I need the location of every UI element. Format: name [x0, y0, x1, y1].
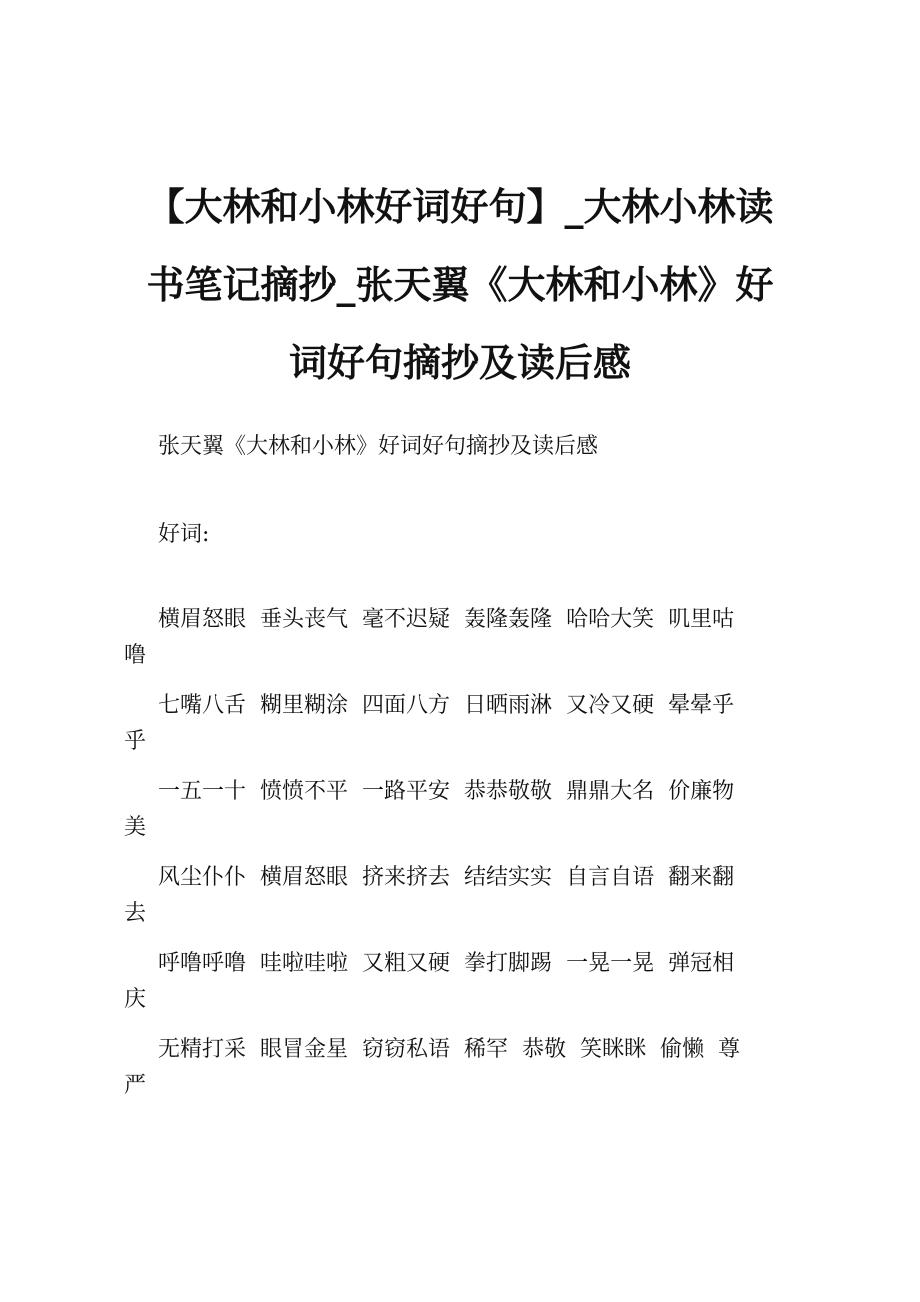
section-subtitle: 张天翼《大林和小林》好词好句摘抄及读后感 — [158, 434, 599, 459]
word-row-wrap: 严 — [124, 1073, 147, 1098]
word-row-wrap: 庆 — [124, 987, 147, 1012]
word-term: 一晃一晃 — [566, 951, 655, 976]
word-term: 稀罕 — [464, 1037, 509, 1062]
word-term: 风尘仆仆 — [158, 865, 247, 890]
word-term: 眼冒金星 — [260, 1037, 349, 1062]
word-term: 日晒雨淋 — [464, 693, 553, 718]
word-row — [124, 605, 814, 691]
word-term: 窃窃私语 — [362, 1037, 451, 1062]
word-term: 又粗又硬 — [362, 951, 451, 976]
word-term: 翻来翻 — [668, 865, 735, 890]
word-row-line — [124, 1035, 814, 1065]
title-line: 书笔记摘抄_张天翼《大林和小林》好 — [146, 263, 774, 307]
word-term: 横眉怒眼 — [158, 607, 247, 632]
word-term: 又冷又硬 — [566, 693, 655, 718]
word-term: 七嘴八舌 — [158, 693, 247, 718]
word-term: 偷懒 — [660, 1037, 705, 1062]
good-words-list — [124, 605, 814, 1121]
word-row-line — [124, 691, 814, 721]
word-term: 价廉物 — [668, 779, 735, 804]
word-term: 挤来挤去 — [362, 865, 451, 890]
word-row-line — [124, 863, 814, 893]
word-row-wrap: 美 — [124, 815, 147, 840]
word-term: 鼎鼎大名 — [566, 779, 655, 804]
word-row — [124, 863, 814, 949]
word-row-wrap: 噜 — [124, 643, 147, 668]
word-term: 哇啦哇啦 — [260, 951, 349, 976]
word-row — [124, 949, 814, 1035]
word-term: 恭敬 — [522, 1037, 567, 1062]
word-term: 愤愤不平 — [260, 779, 349, 804]
word-term: 尊 — [718, 1037, 741, 1062]
word-term: 四面八方 — [362, 693, 451, 718]
word-term: 轰隆轰隆 — [464, 607, 553, 632]
word-term: 哈哈大笑 — [566, 607, 655, 632]
word-term: 垂头丧气 — [260, 607, 349, 632]
word-row — [124, 691, 814, 777]
word-term: 横眉怒眼 — [260, 865, 349, 890]
word-term: 叽里咕 — [668, 607, 735, 632]
word-row-line — [124, 949, 814, 979]
word-term: 一五一十 — [158, 779, 247, 804]
word-term: 笑眯眯 — [580, 1037, 647, 1062]
word-term: 弹冠相 — [668, 951, 735, 976]
word-term: 恭恭敬敬 — [464, 779, 553, 804]
good-words-label: 好词: — [158, 522, 210, 547]
word-row — [124, 1035, 814, 1121]
word-term: 结结实实 — [464, 865, 553, 890]
word-term: 自言自语 — [566, 865, 655, 890]
word-row-line — [124, 605, 814, 635]
word-term: 呼噜呼噜 — [158, 951, 247, 976]
word-term: 毫不迟疑 — [362, 607, 451, 632]
word-term: 糊里糊涂 — [260, 693, 349, 718]
word-term: 晕晕乎 — [668, 693, 735, 718]
word-row-wrap: 乎 — [124, 729, 147, 754]
title-line: 【大林和小林好词好句】_大林小林读 — [146, 185, 774, 229]
word-row — [124, 777, 814, 863]
word-term: 无精打采 — [158, 1037, 247, 1062]
word-row-line — [124, 777, 814, 807]
title-line: 词好句摘抄及读后感 — [288, 341, 631, 385]
word-term: 一路平安 — [362, 779, 451, 804]
document-title — [120, 168, 800, 402]
word-term: 拳打脚踢 — [464, 951, 553, 976]
word-row-wrap: 去 — [124, 901, 147, 926]
